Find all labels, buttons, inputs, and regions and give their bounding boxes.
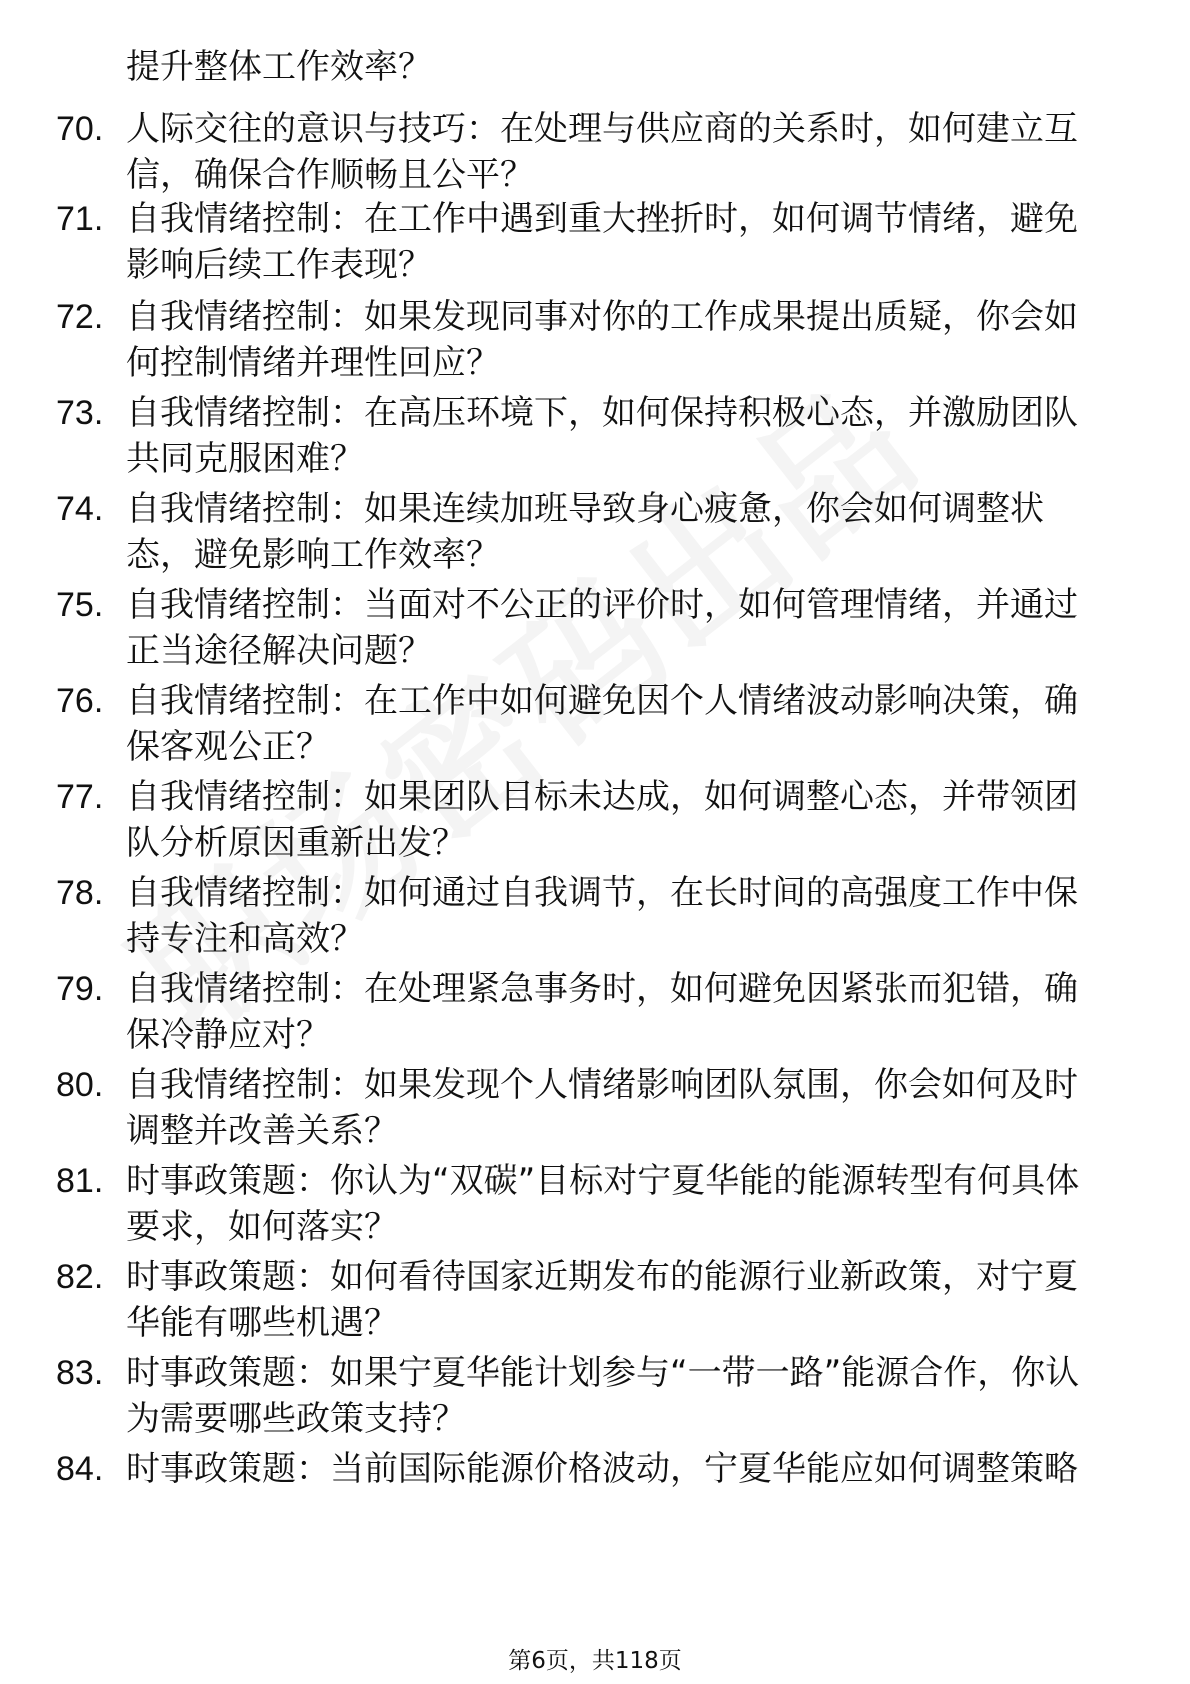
- question-line-2: 持专注和高效？: [126, 919, 364, 959]
- question-line-1: 自我情绪控制：在工作中遇到重大挫折时，如何调节情绪，避免: [126, 199, 1078, 239]
- question-line-2: 影响后续工作表现？: [126, 245, 432, 285]
- question-number: 74.: [56, 490, 104, 528]
- question-line-2: 正当途径解决问题？: [126, 631, 432, 671]
- question-item: [0, 486, 1190, 578]
- question-line-2: 队分析原因重新出发？: [126, 823, 466, 863]
- question-line-2: 信，确保合作顺畅且公平？: [126, 155, 534, 195]
- question-number: 84.: [56, 1450, 104, 1488]
- question-line-1: 自我情绪控制：如何通过自我调节，在长时间的高强度工作中保: [126, 873, 1078, 913]
- question-line-1: 自我情绪控制：如果发现同事对你的工作成果提出质疑，你会如: [126, 297, 1078, 337]
- question-item: [0, 390, 1190, 482]
- question-item: [0, 870, 1190, 962]
- question-item: [0, 1158, 1190, 1250]
- question-line-1: 自我情绪控制：如果发现个人情绪影响团队氛围，你会如何及时: [126, 1065, 1078, 1105]
- question-line-2: 华能有哪些机遇？: [126, 1303, 398, 1343]
- question-line-1: 自我情绪控制：如果团队目标未达成，如何调整心态，并带领团: [126, 777, 1078, 817]
- question-line-1: 时事政策题：你认为“双碳”目标对宁夏华能的能源转型有何具体: [126, 1161, 1080, 1201]
- question-line-2: 调整并改善关系？: [126, 1111, 398, 1151]
- question-item: [0, 1062, 1190, 1154]
- question-number: 71.: [56, 200, 104, 238]
- question-number: 81.: [56, 1162, 104, 1200]
- question-number: 82.: [56, 1258, 104, 1296]
- question-line-2: 要求，如何落实？: [126, 1207, 398, 1247]
- question-number: 76.: [56, 682, 104, 720]
- question-line-1: 自我情绪控制：如果连续加班导致身心疲惫，你会如何调整状: [126, 489, 1044, 529]
- question-line-1: 人际交往的意识与技巧：在处理与供应商的关系时，如何建立互: [126, 109, 1078, 149]
- question-number: 72.: [56, 298, 104, 336]
- question-line-1: 自我情绪控制：在处理紧急事务时，如何避免因紧张而犯错，确: [126, 969, 1078, 1009]
- question-line-2: 保客观公正？: [126, 727, 330, 767]
- question-line-1: 自我情绪控制：当面对不公正的评价时，如何管理情绪，并通过: [126, 585, 1078, 625]
- question-number: 78.: [56, 874, 104, 912]
- question-item: [0, 106, 1190, 198]
- question-line-1: 时事政策题：如何看待国家近期发布的能源行业新政策，对宁夏: [126, 1257, 1078, 1297]
- question-item: [0, 196, 1190, 288]
- continuation-line: 提升整体工作效率？: [126, 47, 432, 87]
- question-item: [0, 1254, 1190, 1346]
- question-line-1: 自我情绪控制：在高压环境下，如何保持积极心态，并激励团队: [126, 393, 1078, 433]
- question-number: 79.: [56, 970, 104, 1008]
- question-item: [0, 678, 1190, 770]
- question-line-2: 为需要哪些政策支持？: [126, 1399, 466, 1439]
- question-line-2: 何控制情绪并理性回应？: [126, 343, 500, 383]
- question-number: 80.: [56, 1066, 104, 1104]
- page-footer: 第6页，共118页: [508, 1648, 682, 1674]
- question-line-1: 时事政策题：如果宁夏华能计划参与“一带一路”能源合作，你认: [126, 1353, 1080, 1393]
- question-line-2: 态，避免影响工作效率？: [126, 535, 500, 575]
- question-item: [0, 1350, 1190, 1442]
- question-item: [0, 582, 1190, 674]
- question-line-2: 共同克服困难？: [126, 439, 364, 479]
- question-item: [0, 1446, 1190, 1492]
- question-line-2: 保冷静应对？: [126, 1015, 330, 1055]
- question-number: 77.: [56, 778, 104, 816]
- question-number: 70.: [56, 110, 104, 148]
- question-number: 83.: [56, 1354, 104, 1392]
- question-item: [0, 294, 1190, 386]
- question-line-1: 自我情绪控制：在工作中如何避免因个人情绪波动影响决策，确: [126, 681, 1078, 721]
- question-number: 75.: [56, 586, 104, 624]
- question-item: [0, 774, 1190, 866]
- question-number: 73.: [56, 394, 104, 432]
- question-line-1: 时事政策题：当前国际能源价格波动，宁夏华能应如何调整策略: [126, 1449, 1078, 1489]
- question-item: [0, 966, 1190, 1058]
